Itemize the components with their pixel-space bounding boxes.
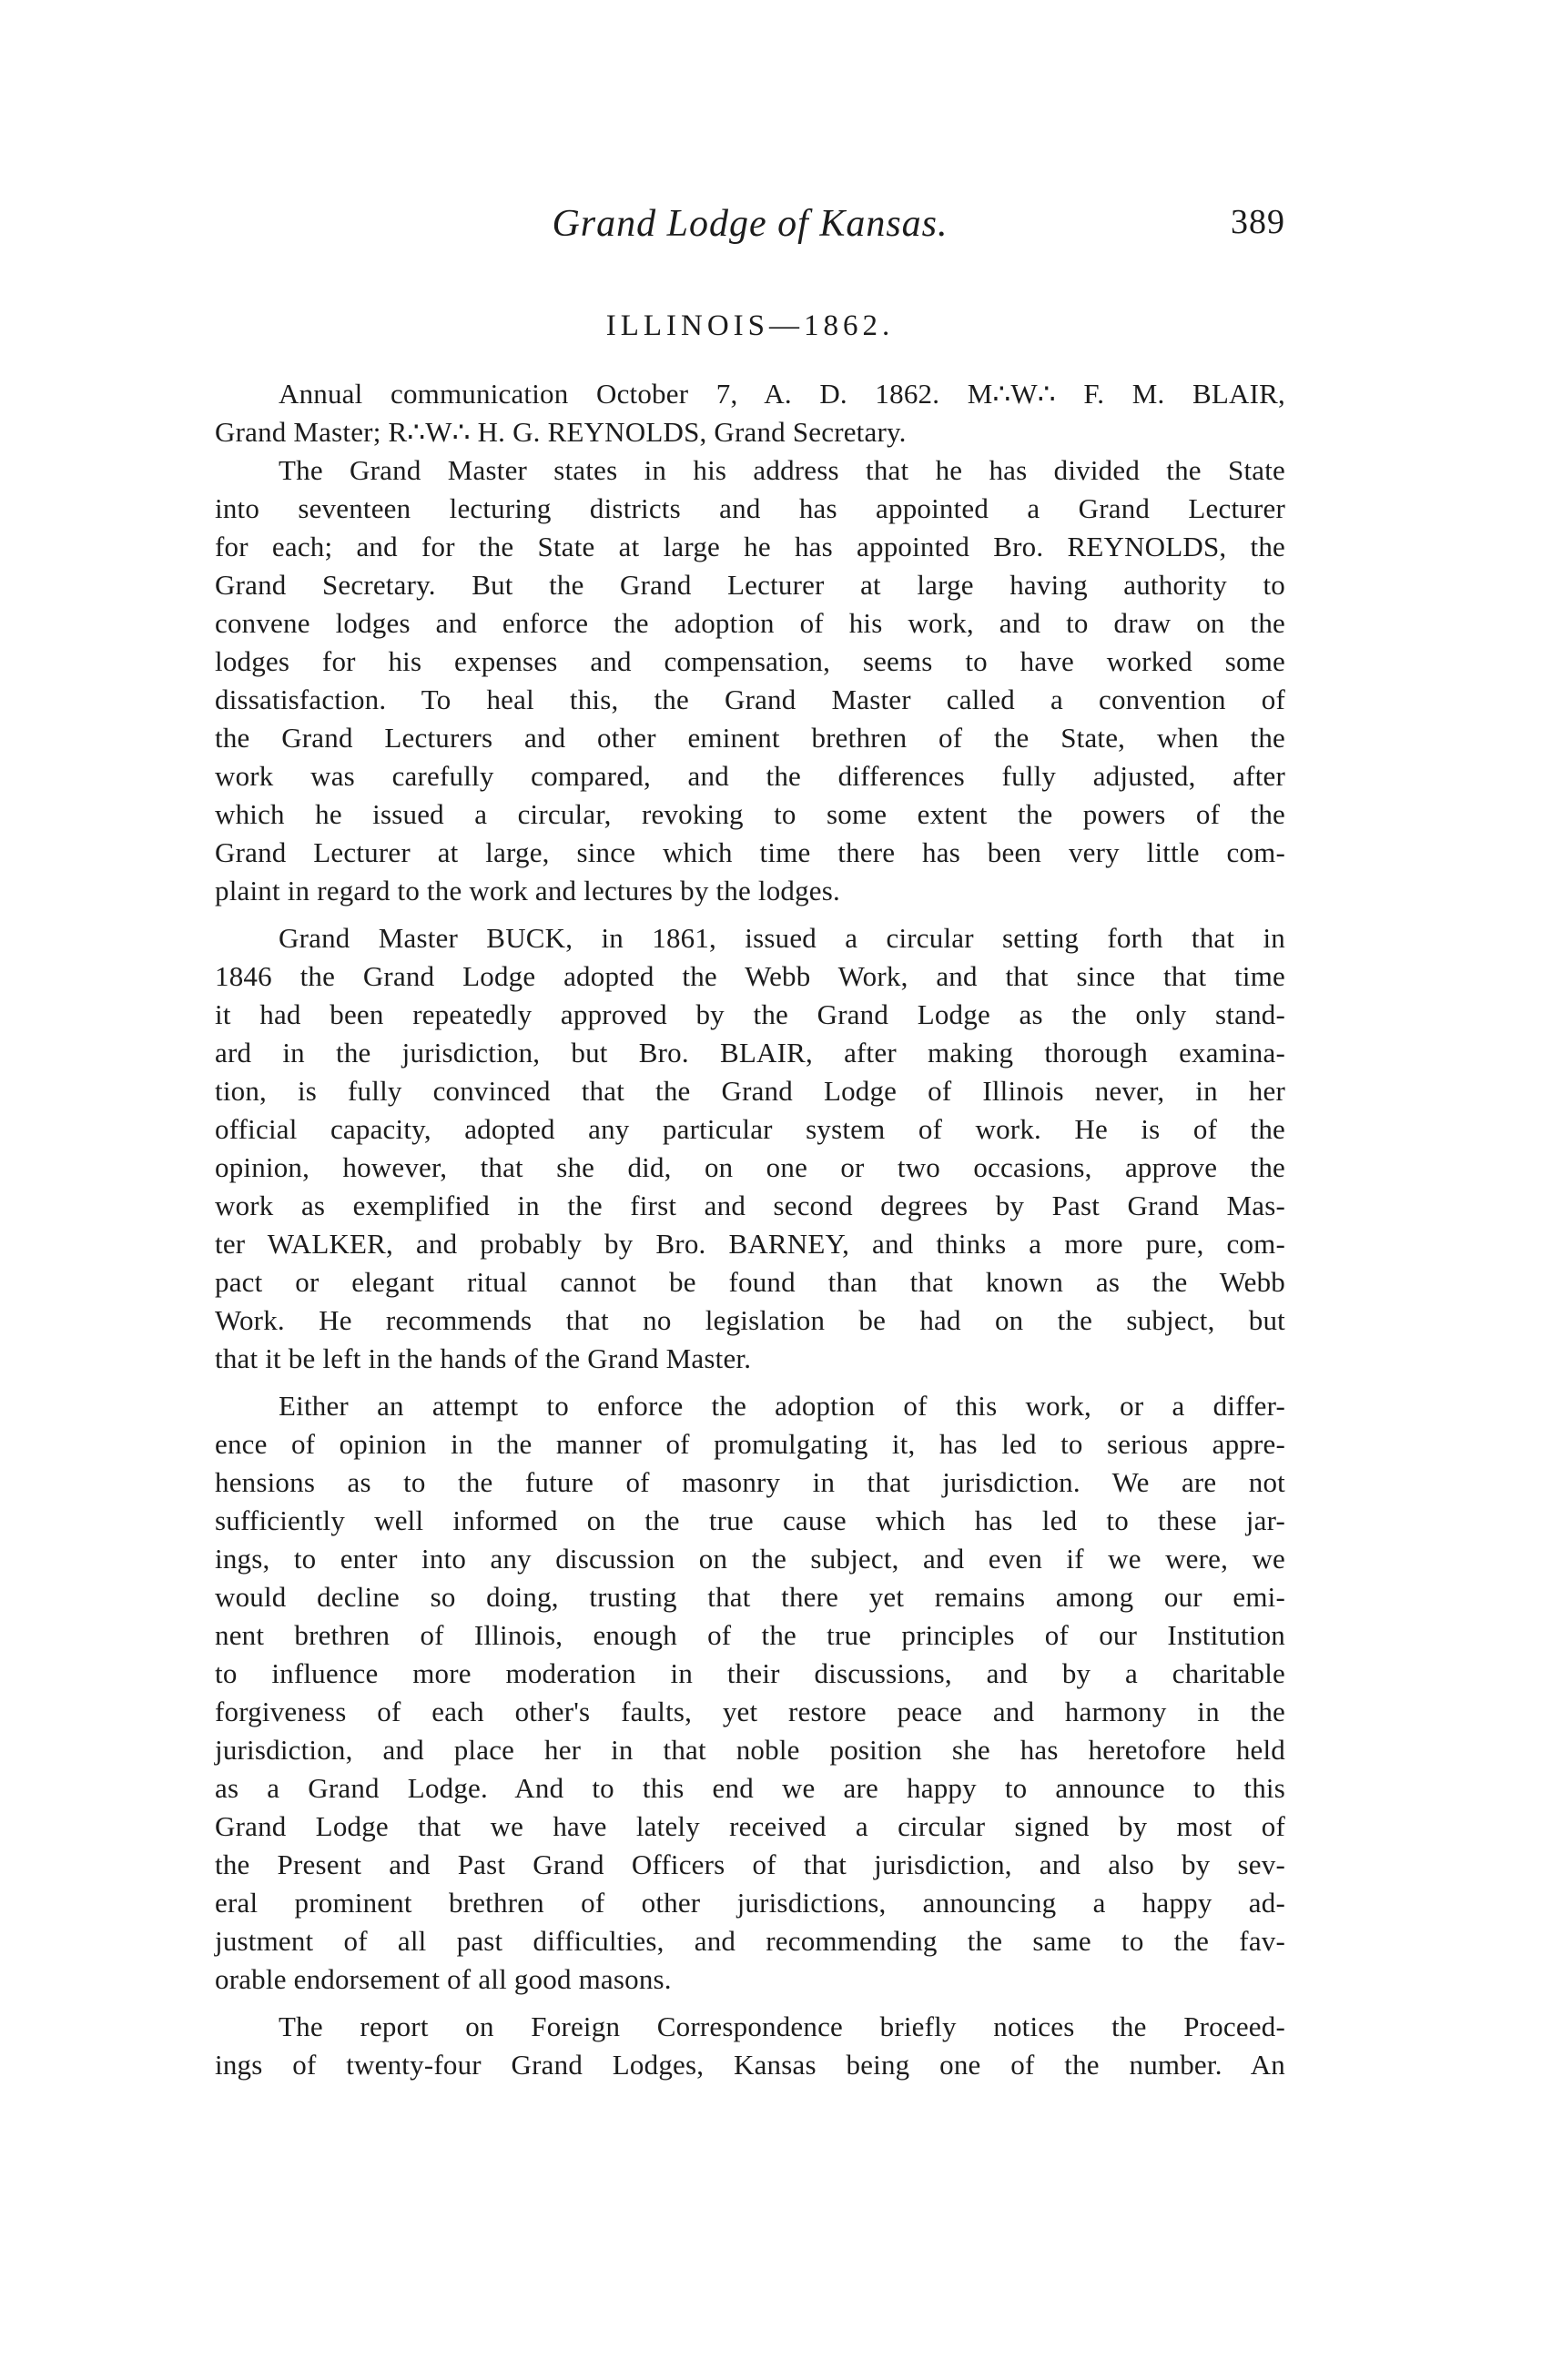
text-line: Either an attempt to enforce the adoption of this work, or a differ- bbox=[279, 1390, 1285, 1422]
paragraph-gap bbox=[215, 1999, 1285, 2008]
text-line: the Grand Lecturers and other eminent brethren of the State, when the bbox=[215, 722, 1285, 754]
text-line: work was carefully compared, and the differences fully adjusted, after bbox=[215, 760, 1285, 792]
paragraph bbox=[215, 1387, 1285, 1999]
text-line: forgiveness of each other's faults, yet restore peace and harmony in the bbox=[215, 1696, 1285, 1727]
text-line: into seventeen lecturing districts and has appointed a Grand Lecturer bbox=[215, 492, 1285, 524]
page-number: 389 bbox=[1231, 203, 1285, 241]
text-line: official capacity, adopted any particular system of work. He is of the bbox=[215, 1113, 1285, 1145]
paragraph-gap bbox=[215, 910, 1285, 919]
paragraph bbox=[215, 919, 1285, 1378]
text-line: pact or elegant ritual cannot be found than that known as the Webb bbox=[215, 1266, 1285, 1298]
paragraph bbox=[215, 375, 1285, 451]
text-line: Grand Master BUCK, in 1861, issued a circular setting forth that in bbox=[279, 922, 1285, 954]
text-line: ard in the jurisdiction, but Bro. BLAIR, after making thorough examina- bbox=[215, 1037, 1285, 1068]
text-line: eral prominent brethren of other jurisdictions, announcing a happy ad- bbox=[215, 1887, 1285, 1919]
running-title: Grand Lodge of Kansas. bbox=[552, 203, 949, 245]
text-line: ence of opinion in the manner of promulgating it, has led to serious appre- bbox=[215, 1428, 1285, 1460]
text-line: hensions as to the future of masonry in that jurisdiction. We are not bbox=[215, 1466, 1285, 1498]
text-line: jurisdiction, and place her in that noble position she has heretofore held bbox=[215, 1734, 1285, 1766]
text-line: tion, is fully convinced that the Grand Lodge of Illinois never, in her bbox=[215, 1075, 1285, 1107]
text-line: would decline so doing, trusting that there yet remains among our emi- bbox=[215, 1581, 1285, 1613]
text-line: work as exemplified in the first and second degrees by Past Grand Mas- bbox=[215, 1190, 1285, 1221]
text-line: as a Grand Lodge. And to this end we are happy to announce to this bbox=[215, 1772, 1285, 1804]
text-line: justment of all past difficulties, and recommending the same to the fav- bbox=[215, 1925, 1285, 1957]
text-line: that it be left in the hands of the Grand Master. bbox=[215, 1342, 752, 1374]
text-line: 1846 the Grand Lodge adopted the Webb Work, and that since that time bbox=[215, 960, 1285, 992]
text-line: The report on Foreign Correspondence briefly notices the Proceed- bbox=[279, 2010, 1285, 2042]
text-line: ter WALKER, and probably by Bro. BARNEY, and thinks a more pure, com- bbox=[215, 1228, 1285, 1260]
paragraph-gap bbox=[215, 1378, 1285, 1387]
text-line: The Grand Master states in his address that he has divided the State bbox=[279, 454, 1285, 486]
text-line: nent brethren of Illinois, enough of the true principles of our Institution bbox=[215, 1619, 1285, 1651]
text-line: dissatisfaction. To heal this, the Grand Master called a convention of bbox=[215, 684, 1285, 715]
text-line: the Present and Past Grand Officers of that jurisdiction, and also by sev- bbox=[215, 1848, 1285, 1880]
paragraph bbox=[215, 2008, 1285, 2084]
body-text bbox=[215, 375, 1285, 2084]
text-line: Grand Master; R∴W∴ H. G. REYNOLDS, Grand Secretary. bbox=[215, 416, 907, 448]
text-line: ings, to enter into any discussion on the subject, and even if we were, we bbox=[215, 1543, 1285, 1575]
text-line: Grand Secretary. But the Grand Lecturer at large having authority to bbox=[215, 569, 1285, 601]
text-line: Grand Lecturer at large, since which time there has been very little com- bbox=[215, 836, 1285, 868]
text-line: plaint in regard to the work and lectures by the lodges. bbox=[215, 875, 840, 906]
text-line: for each; and for the State at large he has appointed Bro. REYNOLDS, the bbox=[215, 531, 1285, 562]
text-line: Grand Lodge that we have lately received a circular signed by most of bbox=[215, 1810, 1285, 1842]
text-line: lodges for his expenses and compensation, seems to have worked some bbox=[215, 645, 1285, 677]
text-line: to influence more moderation in their discussions, and by a charitable bbox=[215, 1657, 1285, 1689]
text-line: opinion, however, that she did, on one or two occasions, approve the bbox=[215, 1151, 1285, 1183]
text-line: sufficiently well informed on the true cause which has led to these jar- bbox=[215, 1504, 1285, 1536]
text-line: ings of twenty-four Grand Lodges, Kansas being one of the number. An bbox=[215, 2049, 1285, 2081]
text-line: Work. He recommends that no legislation be had on the subject, but bbox=[215, 1304, 1285, 1336]
text-line: orable endorsement of all good masons. bbox=[215, 1963, 672, 1995]
text-line: Annual communication October 7, A. D. 1862. M∴W∴ F. M. BLAIR, bbox=[279, 378, 1285, 410]
paragraph bbox=[215, 451, 1285, 910]
section-heading: ILLINOIS—1862. bbox=[605, 309, 895, 342]
running-head bbox=[215, 202, 1285, 257]
text-line: convene lodges and enforce the adoption of his work, and to draw on the bbox=[215, 607, 1285, 639]
text-line: it had been repeatedly approved by the Grand Lodge as the only stand- bbox=[215, 998, 1285, 1030]
text-line: which he issued a circular, revoking to some extent the powers of the bbox=[215, 798, 1285, 830]
